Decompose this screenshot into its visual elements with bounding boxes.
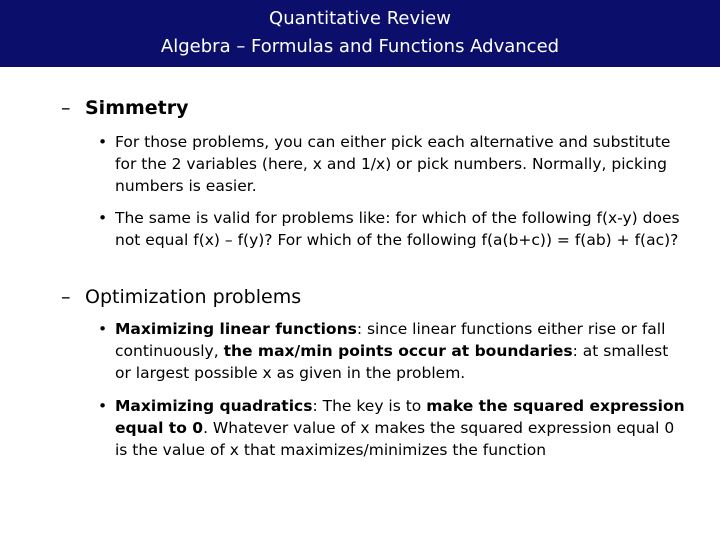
dash-marker: – — [61, 286, 71, 308]
list-item — [98, 207, 688, 251]
list-item — [98, 131, 688, 197]
bold-phrase: Maximizing quadratics — [115, 397, 313, 415]
bullet-icon: • — [98, 320, 108, 338]
list-item — [98, 318, 688, 384]
bullet-icon: • — [98, 209, 108, 227]
bullet-text: For those problems, you can either pick each alternative and substitute for the 2 variables (here, x and 1/x) or pick numbers. Normally, picking numbers is easier. — [115, 133, 671, 195]
plain-phrase: . Whatever value of x makes the squared expression equal 0 is the value of x that maximizes/minimizes the function — [115, 419, 675, 459]
section-title: Simmetry — [85, 97, 189, 119]
bullet-text — [115, 318, 688, 384]
title-banner — [0, 0, 720, 67]
bold-phrase: Maximizing linear functions — [115, 320, 357, 338]
section-title: Optimization problems — [85, 286, 302, 308]
section-heading-optimization — [61, 285, 301, 309]
bullet-icon: • — [98, 133, 108, 151]
section-heading-simmetry — [61, 96, 189, 120]
bullet-icon: • — [98, 397, 108, 415]
bold-phrase: the max/min points occur at boundaries — [223, 342, 573, 360]
plain-phrase: : since linear functions either rise or fall continuously, — [115, 320, 666, 360]
list-item — [98, 395, 688, 461]
dash-marker: – — [61, 97, 71, 119]
slide-subtitle: Algebra – Formulas and Functions Advanced — [160, 36, 560, 57]
plain-phrase: : at smallest or largest possible x as given in the problem. — [115, 342, 669, 382]
slide-title: Quantitative Review — [269, 8, 451, 29]
bullet-text — [115, 395, 688, 461]
bold-phrase: make the squared expression equal to 0 — [115, 397, 685, 437]
plain-phrase: : The key is to — [312, 397, 427, 415]
bullet-text: The same is valid for problems like: for which of the following f(x-y) does not equal f(x) – f(y)? For which of the following f(a(b+c)) = f(ab) + f(ac)? — [115, 209, 680, 249]
